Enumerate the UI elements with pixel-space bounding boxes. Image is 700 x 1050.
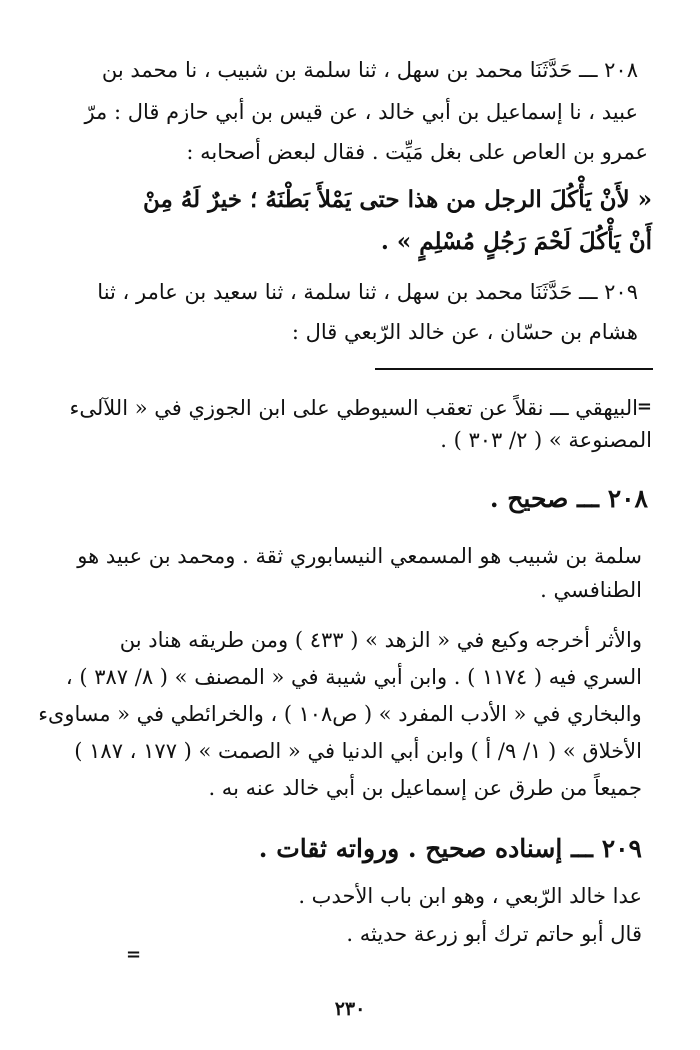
commentary-208-p2-line-1: والأثر أخرجه وكيع في « الزهد » ( ٤٣٣ ) ومن طريقه هناد بن [119,628,642,652]
hadith-209-line-2: هشام بن حسّان ، عن خالد الرّبعي قال : [291,320,638,344]
page-number: ٢٣٠ [334,998,366,1020]
hadith-208-line-2: عبيد ، نا إسماعيل بن أبي خالد ، عن قيس بن أبي حازم قال : مرّ [84,100,638,124]
commentary-209-heading: ٢٠٩ ـــ إسناده صحيح . ورواته ثقات . [258,834,642,863]
footnote-separator [375,368,653,370]
commentary-208-p2-line-3: والبخاري في « الأدب المفرد » ( ص١٠٨ ) ، والخرائطي في « مساوىء [38,702,642,726]
hadith-208-line-1: ٢٠٨ ـــ حَدَّثَنَا محمد بن سهل ، ثنا سلمة بن شبيب ، نا محمد بن [101,58,638,82]
commentary-209-line-2: قال أبو حاتم ترك أبو زرعة حديثه . [346,922,642,946]
commentary-208-heading: ٢٠٨ ـــ صحيح . [489,484,648,513]
hadith-208-quote-line-2: أَنْ يَأْكُلَ لَحْمَ رَجُلٍ مُسْلِمٍ » . [380,228,652,255]
hadith-209-line-1: ٢٠٩ ـــ حَدَّثَنَا محمد بن سهل ، ثنا سلمة ، ثنا سعيد بن عامر ، ثنا [97,280,638,304]
commentary-208-p1-line-1: سلمة بن شبيب هو المسمعي النيسابوري ثقة . ومحمد بن عبيد هو [77,544,642,568]
footnote-line-2: المصنوعة » ( ٢/ ٣٠٣ ) . [440,428,652,452]
commentary-208-p2-line-2: السري فيه ( ١١٧٤ ) . وابن أبي شيبة في « المصنف » ( ٨/ ٣٨٧ ) ، [65,665,642,689]
continuation-marker: = [126,944,142,965]
commentary-208-p2-line-5: جميعاً من طرق عن إسماعيل بن أبي خالد عنه به . [208,776,642,800]
commentary-208-p1-line-2: الطنافسي . [540,578,642,602]
footnote-line-1: البيهقي ـــ نقلاً عن تعقب السيوطي على ابن الجوزي في « اللآلىء [69,396,638,420]
hadith-208-line-3: عمرو بن العاص على بغل مَيِّت . فقال لبعض أصحابه : [186,140,648,164]
hadith-208-quote-line-1: « لأَنْ يَأْكُلَ الرجل من هذا حتى يَمْلأَ بَطْنَهُ ؛ خيرٌ لَهُ مِنْ [142,186,652,213]
commentary-209-line-1: عدا خالد الرّبعي ، وهو ابن باب الأحدب . [298,884,642,908]
footnote-continuation-marker: = [636,396,652,417]
commentary-208-p2-line-4: الأخلاق » ( ١/ ٩/ أ ) وابن أبي الدنيا في « الصمت » ( ١٧٧ ، ١٨٧ ) [74,739,642,763]
